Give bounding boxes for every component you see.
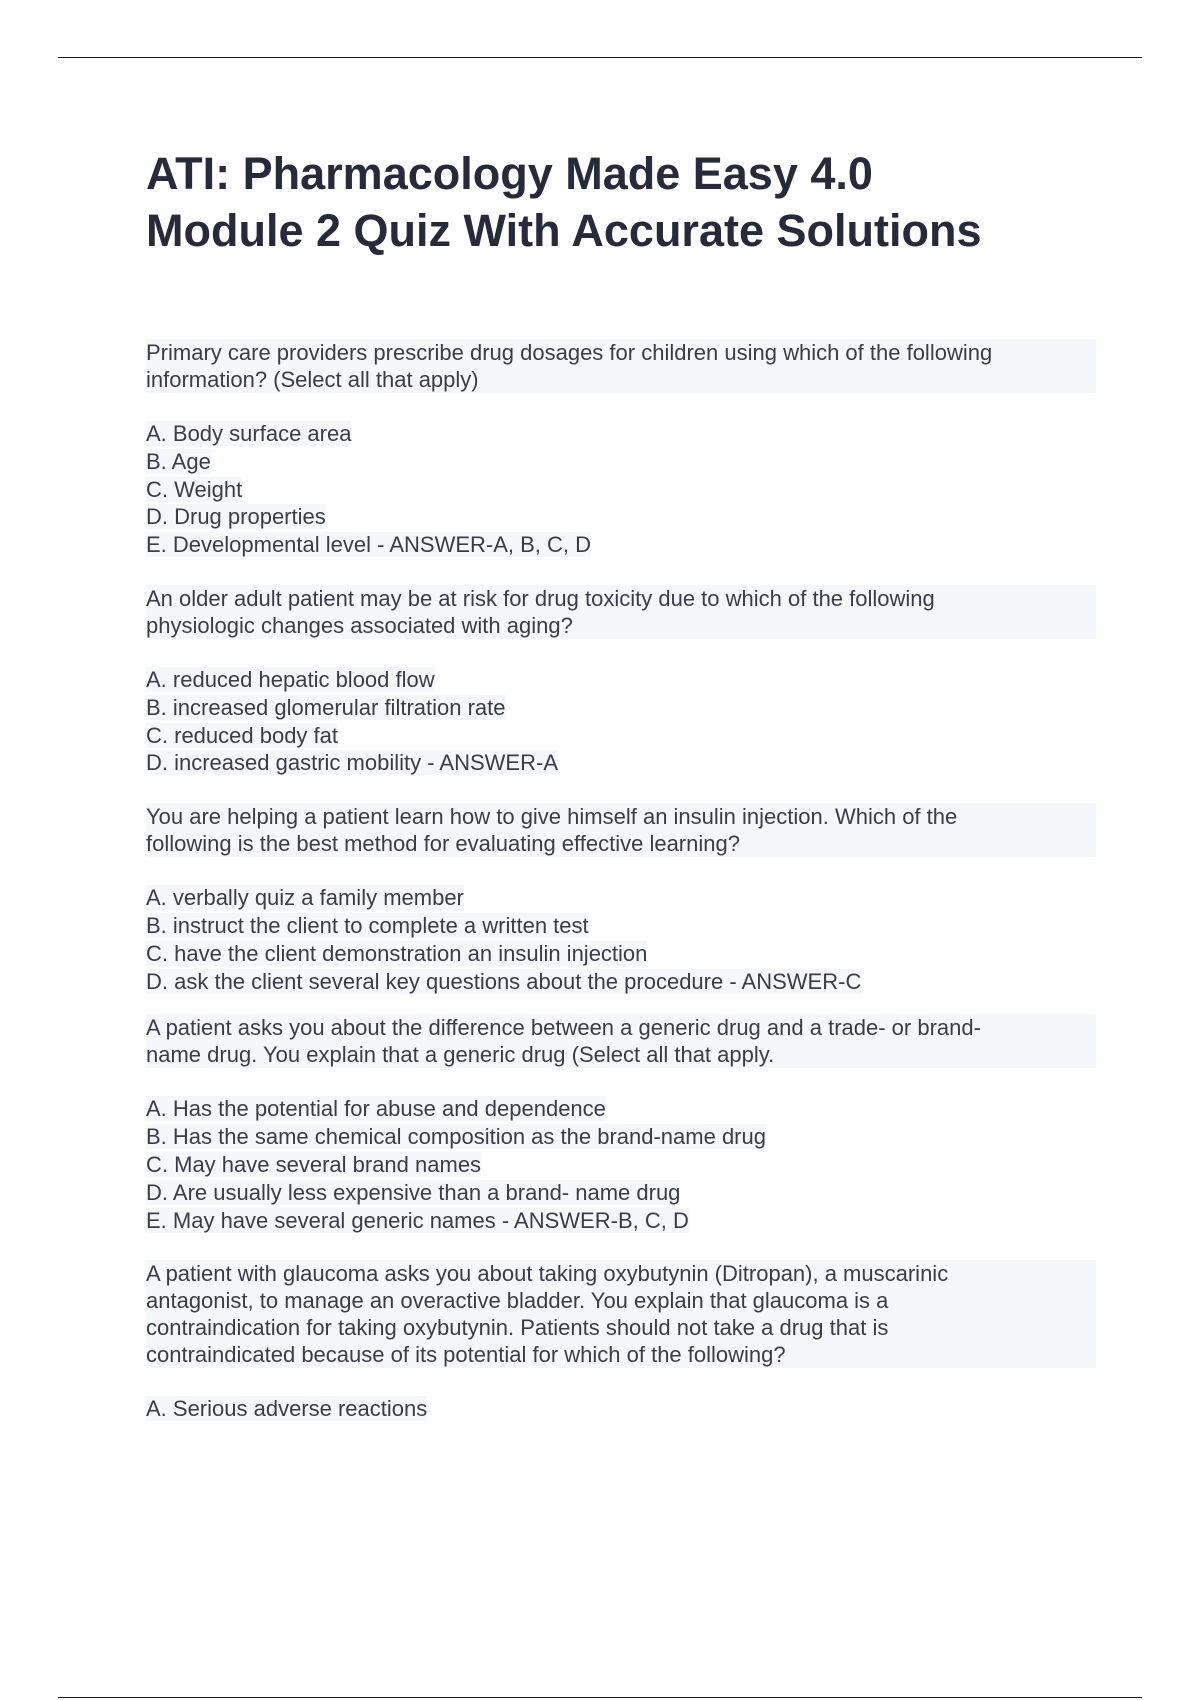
stem-line: contraindication for taking oxybutynin. Patients should not take a drug that is bbox=[146, 1315, 889, 1341]
option-with-answer bbox=[146, 968, 1096, 996]
option-with-answer bbox=[146, 531, 1096, 559]
option bbox=[146, 1123, 1096, 1151]
top-divider bbox=[58, 57, 1142, 58]
question-stem bbox=[146, 1260, 1096, 1368]
answer-options bbox=[146, 420, 1096, 559]
option bbox=[146, 666, 1096, 694]
stem-line: information? (Select all that apply) bbox=[146, 367, 479, 392]
title-line: ATI: Pharmacology Made Easy 4.0 bbox=[146, 148, 873, 199]
answer-options bbox=[146, 1395, 1096, 1423]
stem-line: contraindicated because of its potential for which of the following? bbox=[146, 1342, 786, 1368]
option bbox=[146, 884, 1096, 912]
stem-line: physiologic changes associated with aging? bbox=[146, 612, 573, 638]
option-text: B. Has the same chemical composition as the brand-name drug bbox=[146, 1124, 766, 1150]
option-text: A. Has the potential for abuse and dependence bbox=[146, 1096, 606, 1122]
option bbox=[146, 1179, 1096, 1207]
stem-line: following is the best method for evaluating effective learning? bbox=[146, 831, 740, 857]
stem-line: antagonist, to manage an overactive bladder. You explain that glaucoma is a bbox=[146, 1288, 889, 1314]
option-text: D. Drug properties bbox=[146, 504, 326, 530]
option bbox=[146, 940, 1096, 968]
answer-options bbox=[146, 884, 1096, 995]
option-text: D. increased gastric mobility - ANSWER-A bbox=[146, 750, 558, 776]
stem-line: name drug. You explain that a generic drug (Select all that apply. bbox=[146, 1042, 775, 1068]
question-stem bbox=[146, 585, 1096, 639]
option bbox=[146, 420, 1096, 448]
option bbox=[146, 912, 1096, 940]
option-text: C. May have several brand names bbox=[146, 1151, 482, 1177]
question-2 bbox=[146, 585, 1096, 777]
stem-line: Primary care providers prescribe drug dosages for children using which of the following bbox=[146, 340, 993, 365]
option bbox=[146, 694, 1096, 722]
answer-options bbox=[146, 1095, 1096, 1234]
option bbox=[146, 448, 1096, 476]
question-list bbox=[146, 339, 1096, 1423]
stem-line: You are helping a patient learn how to give himself an insulin injection. Which of the bbox=[146, 804, 958, 830]
option bbox=[146, 1151, 1096, 1179]
answer-options bbox=[146, 666, 1096, 777]
document-body bbox=[146, 145, 1096, 1449]
option bbox=[146, 722, 1096, 750]
option-text: E. Developmental level - ANSWER-A, B, C, D bbox=[146, 532, 592, 558]
option-text: A. verbally quiz a family member bbox=[146, 885, 464, 911]
stem-line: An older adult patient may be at risk for drug toxicity due to which of the following bbox=[146, 585, 935, 611]
option bbox=[146, 1095, 1096, 1123]
option-text: A. Serious adverse reactions bbox=[146, 1396, 428, 1422]
option-text: B. increased glomerular filtration rate bbox=[146, 694, 506, 720]
option-with-answer bbox=[146, 749, 1096, 777]
option-text: C. reduced body fat bbox=[146, 722, 339, 748]
question-5 bbox=[146, 1260, 1096, 1423]
option-text: E. May have several generic names - ANSWER-B, C, D bbox=[146, 1207, 689, 1233]
option-text: B. instruct the client to complete a written test bbox=[146, 912, 589, 938]
option bbox=[146, 476, 1096, 504]
option-text: C. Weight bbox=[146, 476, 243, 502]
title-line: Module 2 Quiz With Accurate Solutions bbox=[146, 205, 982, 256]
question-1 bbox=[146, 339, 1096, 559]
stem-line: A patient asks you about the difference between a generic drug and a trade- or brand- bbox=[146, 1015, 981, 1041]
question-stem bbox=[146, 1014, 1096, 1068]
question-stem bbox=[146, 803, 1096, 857]
option-text: D. ask the client several key questions about the procedure - ANSWER-C bbox=[146, 968, 862, 994]
question-4 bbox=[146, 1014, 1096, 1234]
option-with-answer bbox=[146, 1207, 1096, 1235]
stem-line: A patient with glaucoma asks you about taking oxybutynin (Ditropan), a muscarinic bbox=[146, 1261, 949, 1287]
option bbox=[146, 1395, 1096, 1423]
option-text: A. Body surface area bbox=[146, 421, 352, 446]
option-text: C. have the client demonstration an insulin injection bbox=[146, 940, 648, 966]
option bbox=[146, 503, 1096, 531]
question-3 bbox=[146, 803, 1096, 995]
document-title bbox=[146, 145, 1096, 259]
bottom-divider bbox=[58, 1697, 1142, 1698]
option-text: D. Are usually less expensive than a brand- name drug bbox=[146, 1179, 681, 1205]
option-text: A. reduced hepatic blood flow bbox=[146, 666, 435, 692]
option-text: B. Age bbox=[146, 448, 211, 474]
question-stem bbox=[146, 339, 1096, 393]
